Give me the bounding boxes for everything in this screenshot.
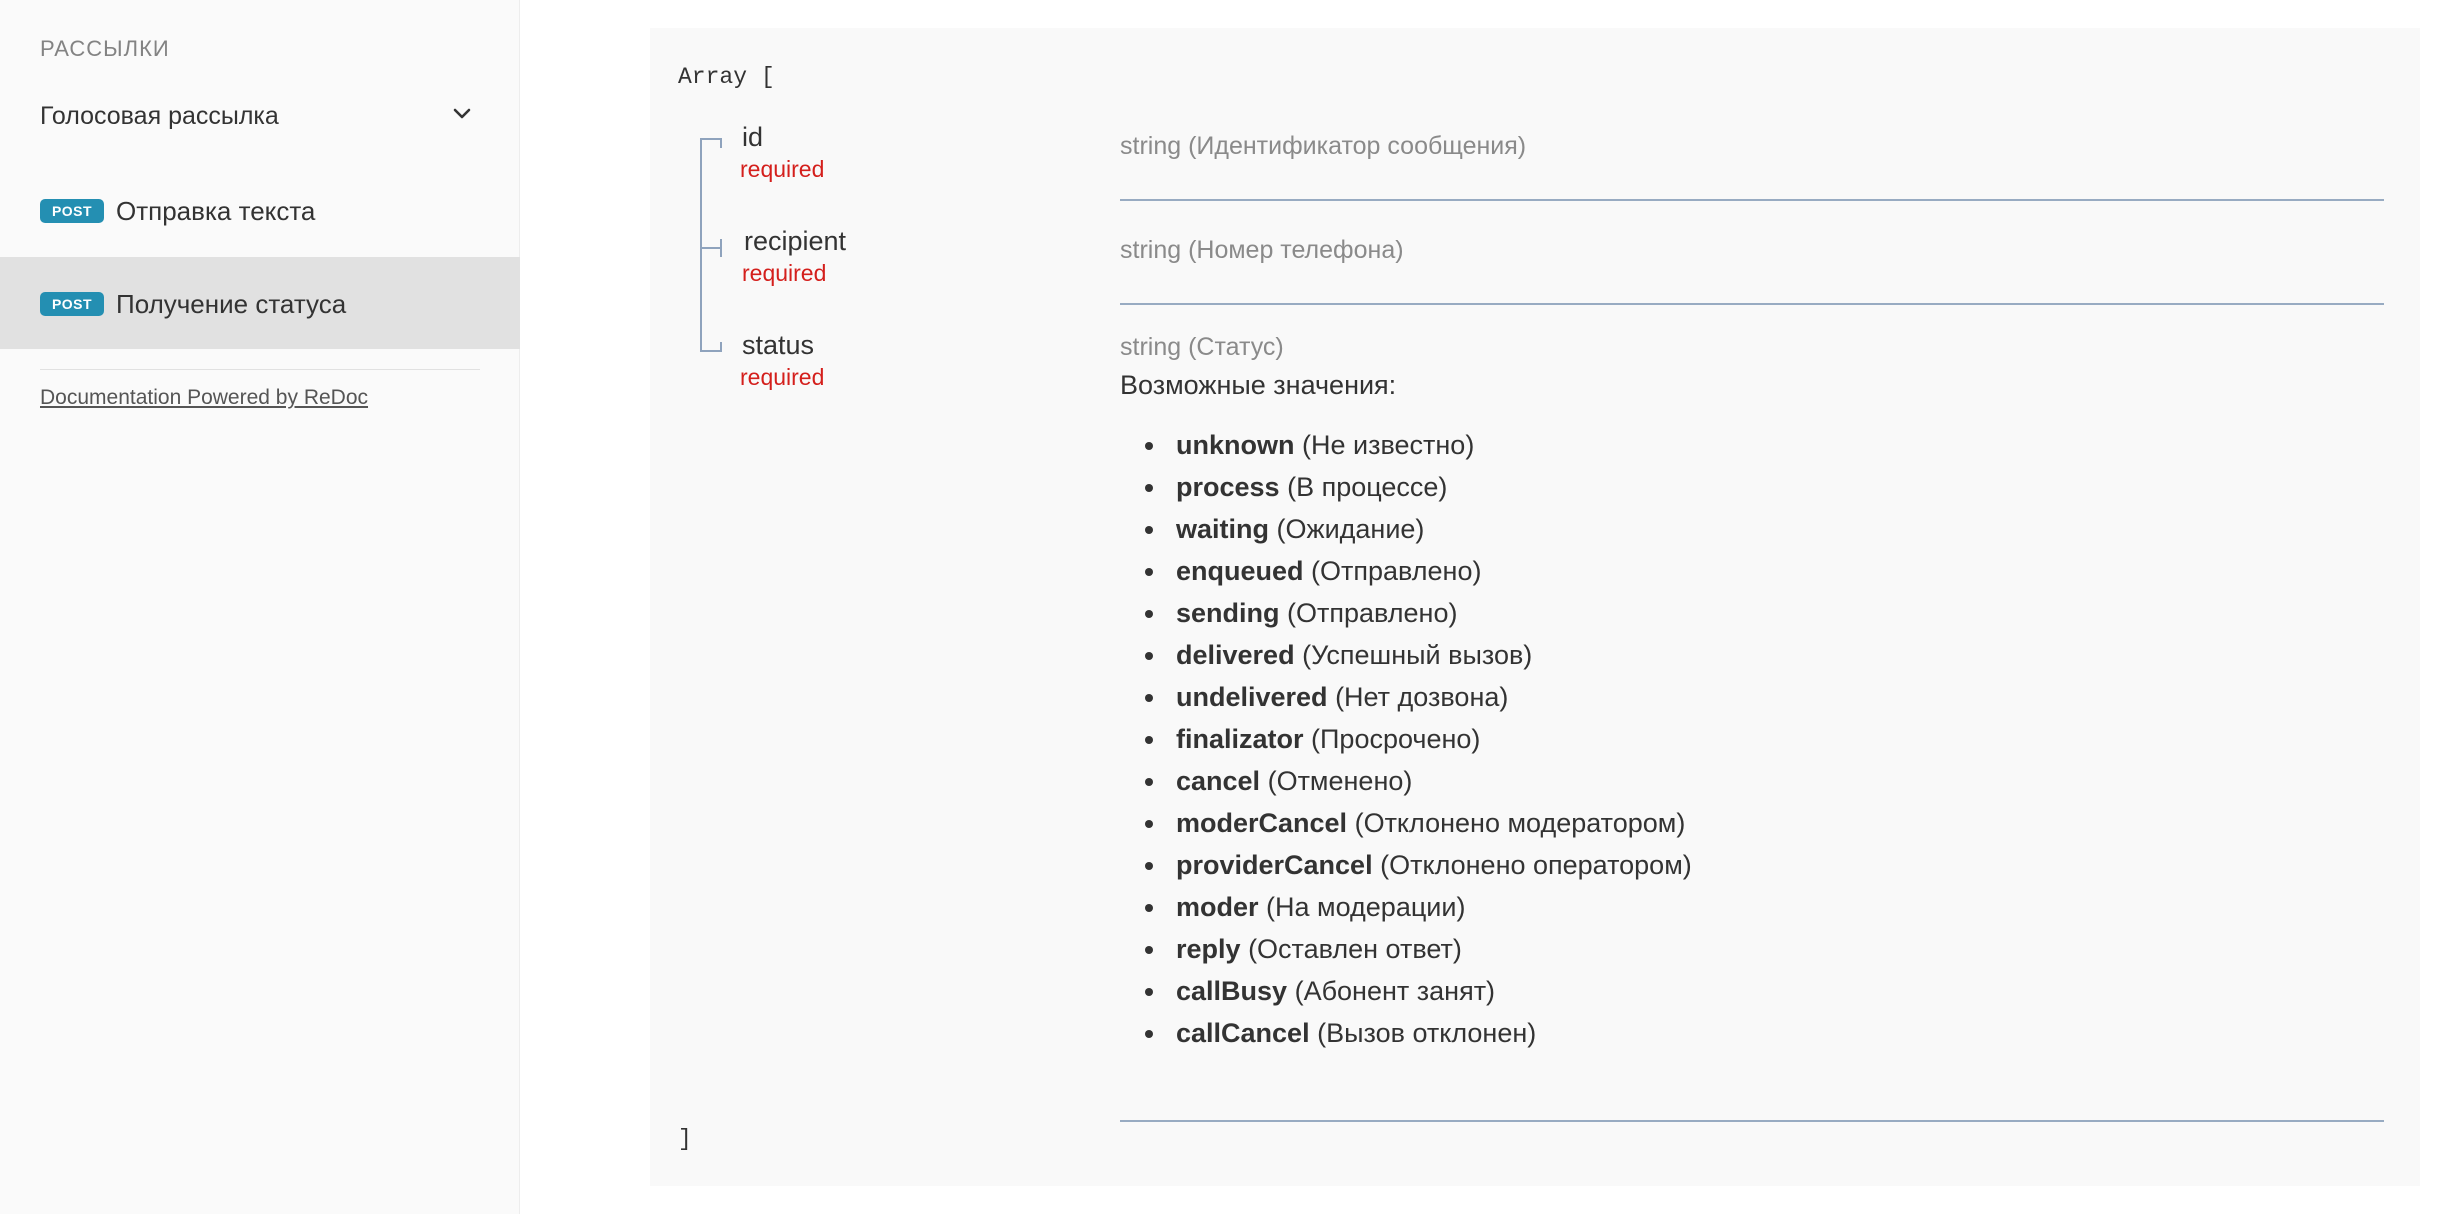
property-name-id: id — [742, 122, 764, 152]
enum-item — [1120, 718, 1692, 760]
sidebar-section-title: РАССЫЛКИ — [40, 36, 170, 61]
tree-branch-recipient — [700, 247, 722, 249]
property-name-recipient: recipient — [744, 226, 847, 256]
sidebar — [0, 0, 520, 1214]
enum-description: (В процессе) — [1287, 472, 1448, 502]
bullet-icon — [1145, 988, 1153, 996]
enum-item — [1120, 1012, 1692, 1054]
http-method-badge: POST — [40, 199, 104, 223]
property-type-recipient: string (Номер телефона) — [1120, 236, 1404, 264]
bullet-icon — [1145, 778, 1153, 786]
enum-description: (Отменено) — [1267, 766, 1413, 796]
bullet-icon — [1145, 484, 1153, 492]
enum-description: (Отклонено модератором) — [1354, 808, 1686, 838]
bullet-icon — [1145, 526, 1153, 534]
enum-value: reply — [1176, 934, 1241, 964]
tree-branch-id — [700, 138, 720, 140]
bullet-icon — [1145, 946, 1153, 954]
enum-description: (Успешный вызов) — [1302, 640, 1533, 670]
possible-values-label: Возможные значения: — [1120, 370, 1397, 400]
bullet-icon — [1145, 568, 1153, 576]
property-name-status: status — [742, 330, 815, 360]
enum-value: delivered — [1176, 640, 1295, 670]
bullet-icon — [1145, 862, 1153, 870]
sidebar-divider — [40, 369, 480, 370]
sidebar-item-label: Получение статуса — [116, 289, 347, 319]
enum-item — [1120, 760, 1692, 802]
enum-item — [1120, 970, 1692, 1012]
array-open-bracket: Array [ — [678, 64, 775, 90]
tree-vertical-line — [700, 138, 702, 352]
enum-value: enqueued — [1176, 556, 1304, 586]
tree-branch-id-tick — [720, 138, 722, 148]
tree-branch-recipient-tick — [720, 239, 722, 257]
bullet-icon — [1145, 610, 1153, 618]
bullet-icon — [1145, 736, 1153, 744]
row-divider — [1120, 1120, 2384, 1122]
enum-item — [1120, 676, 1692, 718]
enum-value: undelivered — [1176, 682, 1328, 712]
sidebar-item-label: Отправка текста — [116, 196, 316, 226]
bullet-icon — [1145, 442, 1153, 450]
enum-value: moderCancel — [1176, 808, 1348, 838]
enum-item — [1120, 634, 1692, 676]
sidebar-item-send-text[interactable] — [0, 164, 520, 256]
http-method-badge: POST — [40, 292, 104, 316]
required-label: required — [740, 156, 825, 182]
enum-item — [1120, 592, 1692, 634]
enum-value: cancel — [1176, 766, 1261, 796]
tree-branch-status-tick — [720, 342, 722, 352]
tree-branch-status — [700, 350, 720, 352]
enum-description: (Просрочено) — [1311, 724, 1481, 754]
enum-description: (На модерации) — [1266, 892, 1466, 922]
sidebar-item-get-status[interactable] — [0, 257, 520, 349]
enum-description: (Отправлено) — [1311, 556, 1482, 586]
enum-item — [1120, 886, 1692, 928]
redoc-powered-link[interactable]: Documentation Powered by ReDoc — [40, 386, 369, 409]
bullet-icon — [1145, 694, 1153, 702]
enum-value: sending — [1176, 598, 1280, 628]
enum-description: (Отправлено) — [1287, 598, 1458, 628]
bullet-icon — [1145, 1030, 1153, 1038]
enum-description: (Ожидание) — [1276, 514, 1425, 544]
enum-item — [1120, 802, 1692, 844]
enum-values-list — [1120, 424, 1692, 1054]
enum-value: unknown — [1176, 430, 1295, 460]
enum-item — [1120, 466, 1692, 508]
bullet-icon — [1145, 652, 1153, 660]
enum-value: finalizator — [1176, 724, 1304, 754]
sidebar-group-label: Голосовая рассылка — [40, 102, 279, 130]
required-label: required — [740, 364, 825, 390]
row-divider — [1120, 303, 2384, 305]
enum-description: (Отклонено оператором) — [1380, 850, 1692, 880]
sidebar-group-voice-mailing[interactable] — [0, 92, 520, 142]
enum-value: callCancel — [1176, 1018, 1310, 1048]
required-label: required — [742, 260, 827, 286]
enum-value: moder — [1176, 892, 1259, 922]
chevron-down-icon — [452, 104, 472, 124]
property-type-status: string (Статус) — [1120, 333, 1284, 361]
enum-description: (Нет дозвона) — [1335, 682, 1509, 712]
property-type-id: string (Идентификатор сообщения) — [1120, 132, 1527, 160]
enum-item — [1120, 424, 1692, 466]
enum-value: callBusy — [1176, 976, 1288, 1006]
bullet-icon — [1145, 904, 1153, 912]
enum-item — [1120, 928, 1692, 970]
enum-description: (Оставлен ответ) — [1248, 934, 1462, 964]
array-close-bracket: ] — [678, 1126, 692, 1152]
enum-value: waiting — [1176, 514, 1269, 544]
row-divider — [1120, 199, 2384, 201]
enum-value: process — [1176, 472, 1280, 502]
enum-item — [1120, 508, 1692, 550]
bullet-icon — [1145, 820, 1153, 828]
enum-description: (Вызов отклонен) — [1317, 1018, 1537, 1048]
enum-description: (Не известно) — [1302, 430, 1475, 460]
enum-value: providerCancel — [1176, 850, 1373, 880]
enum-description: (Абонент занят) — [1294, 976, 1496, 1006]
response-schema-panel — [650, 28, 2420, 1186]
enum-item — [1120, 844, 1692, 886]
enum-item — [1120, 550, 1692, 592]
